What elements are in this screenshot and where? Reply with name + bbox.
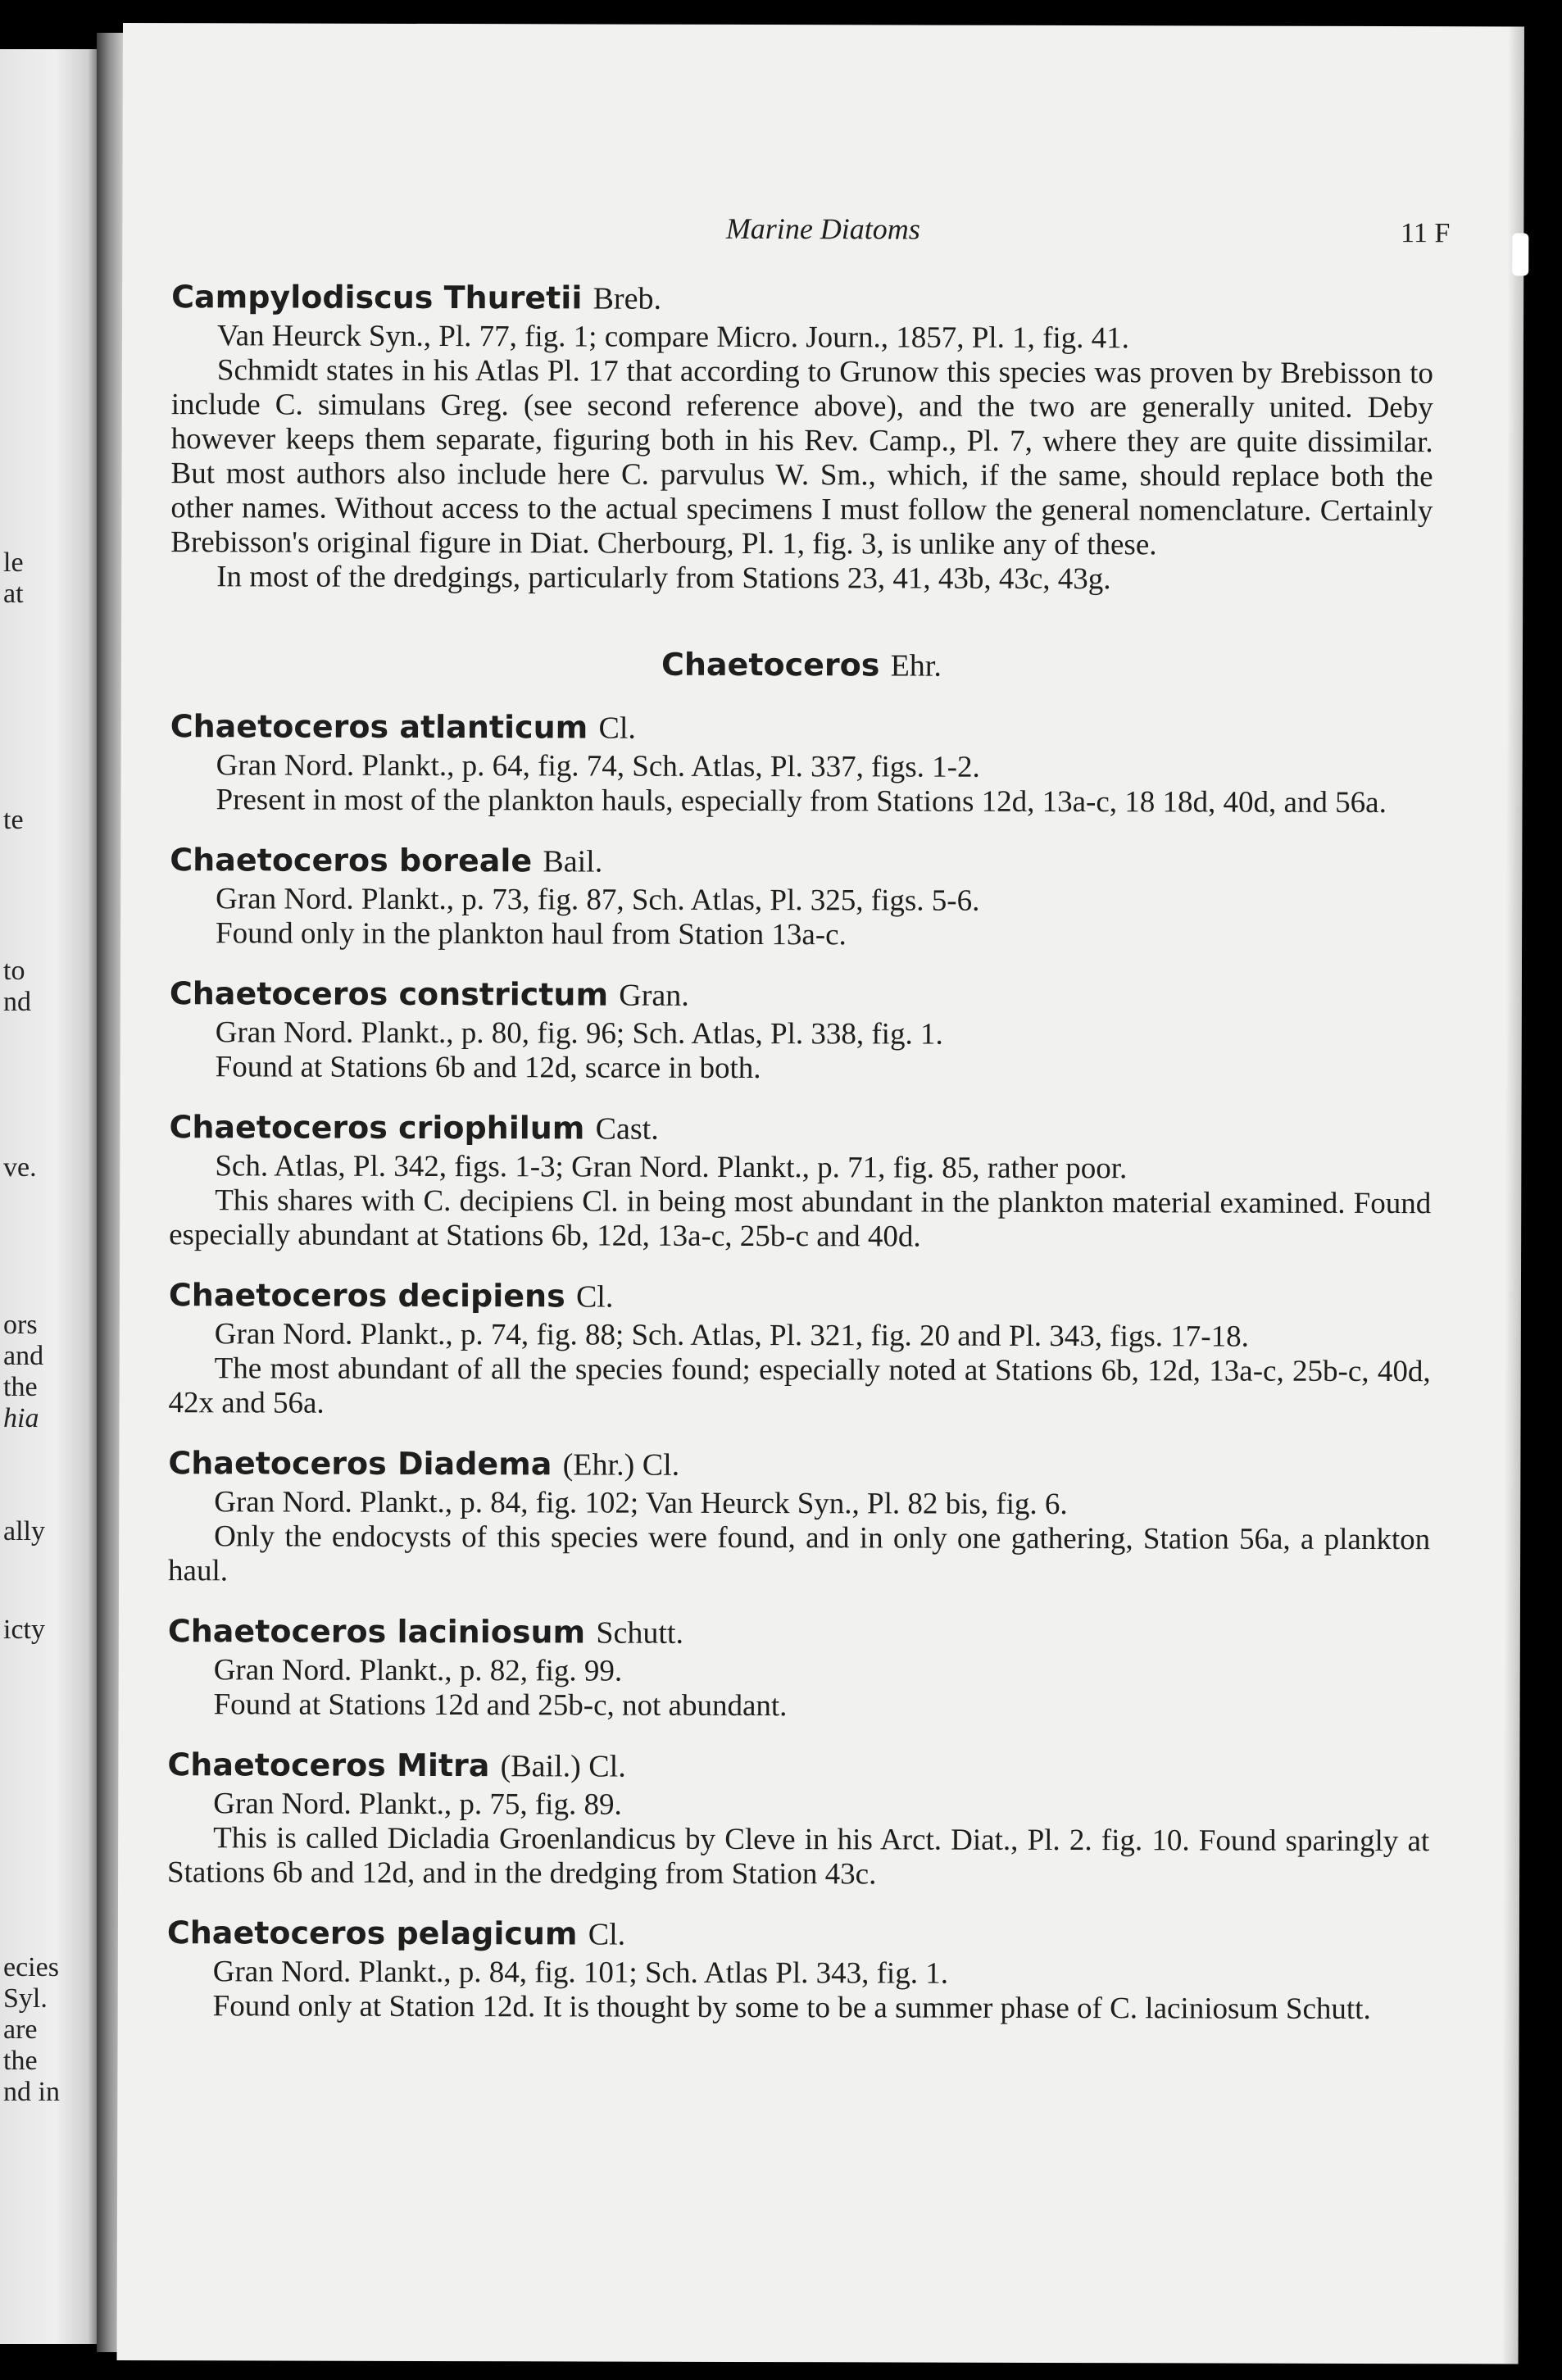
species-note: Found only in the plankton haul from Station 13a-c. [216,916,847,952]
species-name: Campylodiscus Thuretii [171,279,583,316]
species-reference: Gran Nord. Plankt., p. 80, fig. 96; Sch. Atlas, Pl. 338, fig. 1. [215,1015,943,1051]
species-note: Only the endocysts of this species were found, and in only one gathering, Station 56a, a plankton haul. [168,1519,1431,1588]
left-page-fragment: nd [3,987,31,1017]
left-page-fragment: the [3,1372,38,1402]
species-heading [167,1745,1429,1788]
species-entry [168,1611,1430,1725]
species-authority: Gran. [619,978,689,1013]
left-page-fragment: ors [3,1310,38,1340]
species-entry [170,277,1433,597]
species-heading [168,1611,1430,1655]
left-page-fragment: ve. [3,1152,37,1183]
species-name: Chaetoceros constrictum [169,975,609,1013]
species-note: Found at Stations 12d and 25b-c, not abundant. [213,1687,788,1724]
species-heading [170,706,1433,750]
left-page-fragment: to [3,956,25,986]
genus-heading [170,645,1433,685]
left-page-fragment: hia [3,1403,39,1433]
page-number: 11 F [1401,218,1451,249]
species-name: Chaetoceros pelagicum [166,1914,578,1952]
species-entry [167,1913,1429,2027]
left-page-fragment: le [3,547,24,578]
species-entry [170,840,1432,954]
species-name: Chaetoceros Mitra [167,1746,490,1784]
species-reference: Gran Nord. Plankt., p. 84, fig. 101; Sch. Atlas Pl. 343, fig. 1. [212,1955,949,1991]
species-note: In most of the dredgings, particularly from Stations 23, 41, 43b, 43c, 43g. [216,560,1111,597]
species-reference: Gran Nord. Plankt., p. 84, fig. 102; Van Heurck Syn., Pl. 82 bis, fig. 6. [214,1485,1068,1522]
left-page-fragment: icty [3,1615,45,1645]
species-note: The most abundant of all the species found; especially noted at Stations 6b, 12d, 13a-c, 25b-c, 40d, 42x and 56a. [168,1351,1431,1420]
species-authority: (Bail.) Cl. [500,1749,626,1784]
species-entry [170,974,1432,1088]
page-edge-shadow [1502,26,1524,2364]
left-page-fragment: ecies [3,1952,59,1983]
species-authority: (Ehr.) Cl. [562,1447,680,1483]
species-note: Schmidt states in his Atlas Pl. 17 that according to Grunow this species was proven by Brebisson to include C. simulans Greg. (see second reference above), and the two are generally united. Deby however keeps them separate, figuring both in his Rev. Camp., Pl. 7, where they are quite dissimilar. But most authors also include here C. parvulus W. Sm., which, if the same, should replace both the other names. Without access to the actual specimens I must follow the general nomenclature. Certainly Brebisson's original figure in Diat. Cherbourg, Pl. 1, fig. 3, is unlike any of these. [170,353,1433,562]
species-name: Chaetoceros Diadema [168,1445,552,1483]
species-heading [170,974,1432,1017]
left-page-fragment: at [3,579,24,609]
left-page-fragment: te [3,805,24,835]
left-page-fragment: Syl. [3,1983,48,2014]
species-authority: Bail. [543,844,603,879]
left-page-fragment: nd in [3,2077,60,2107]
species-reference: Van Heurck Syn., Pl. 77, fig. 1; compare Micro. Journ., 1857, Pl. 1, fig. 41. [216,319,1130,356]
genus-name: Chaetoceros [661,646,880,684]
left-page-fragment: are [3,2014,38,2045]
genus-authority: Ehr. [890,648,942,684]
species-authority: Cast. [595,1111,659,1147]
species-name: Chaetoceros criophilum [169,1109,585,1147]
species-entry [169,1107,1431,1256]
species-heading [170,840,1432,883]
species-reference: Gran Nord. Plankt., p. 73, fig. 87, Sch. Atlas, Pl. 325, figs. 5-6. [216,882,980,918]
species-entry [168,1443,1430,1592]
species-name: Chaetoceros decipiens [168,1277,565,1315]
species-name: Chaetoceros atlanticum [170,708,588,746]
species-note: This is called Dicladia Groenlandicus by Cleve in his Arct. Diat., Pl. 2. fig. 10. Found sparingly at Stations 6b and 12d, and in the dredging from Station 43c. [167,1821,1430,1892]
species-reference: Gran Nord. Plankt., p. 75, fig. 89. [213,1787,622,1822]
species-note: Found only at Station 12d. It is thought by some to be a summer phase of C. laciniosum Schutt. [212,1989,1371,2026]
species-authority: Cl. [575,1279,614,1315]
species-reference: Gran Nord. Plankt., p. 64, fig. 74, Sch. Atlas, Pl. 337, figs. 1-2. [216,748,980,784]
species-heading [169,1107,1431,1151]
left-page-fragment: ally [3,1516,45,1547]
species-entry [170,706,1432,820]
species-reference: Sch. Atlas, Pl. 342, figs. 1-3; Gran Nord. Plankt., p. 71, fig. 85, rather poor. [215,1149,1128,1186]
species-reference: Gran Nord. Plankt., p. 74, fig. 88; Sch. Atlas, Pl. 321, fig. 20 and Pl. 343, figs. 17-18. [214,1317,1249,1354]
species-heading [169,1275,1431,1319]
species-note: Found at Stations 6b and 12d, scarce in both. [215,1050,761,1086]
left-page-fragment: and [3,1341,44,1371]
running-head: Marine Diatoms [725,211,920,246]
species-authority: Breb. [593,281,662,316]
species-authority: Cl. [598,711,636,746]
species-note: Present in most of the plankton hauls, especially from Stations 12d, 13a-c, 18 18d, 40d, and 56a. [216,783,1387,820]
species-entry [167,1745,1429,1893]
left-page-fragment: the [3,2046,38,2076]
species-heading [168,1443,1430,1487]
species-reference: Gran Nord. Plankt., p. 82, fig. 99. [213,1653,623,1688]
species-name: Chaetoceros boreale [170,842,533,879]
species-entry [169,1275,1431,1424]
species-authority: Cl. [588,1917,626,1952]
book-page [117,23,1524,2364]
species-authority: Schutt. [596,1615,684,1651]
species-heading [167,1913,1429,1956]
species-heading [171,277,1433,320]
page-content [167,277,1434,2050]
species-note: This shares with C. decipiens Cl. in being most abundant in the plankton material examined. Found especially abundant at Stations 6b, 12d, 13a-c, 25b-c and 40d. [169,1183,1432,1254]
left-page-edge [0,49,100,2344]
species-name: Chaetoceros laciniosum [167,1613,586,1651]
